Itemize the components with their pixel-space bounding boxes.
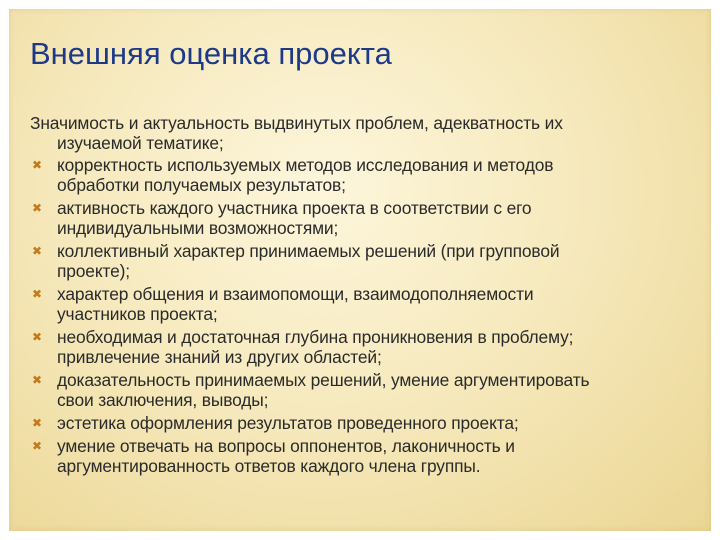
intro-paragraph xyxy=(30,113,705,153)
slide-body xyxy=(30,113,705,479)
x-bullet-icon: ✖ xyxy=(32,244,42,258)
list-item xyxy=(30,284,705,324)
x-bullet-icon: ✖ xyxy=(32,373,42,387)
slide-title: Внешняя оценка проекта xyxy=(30,36,392,71)
list-item-line-1: необходимая и достаточная глубина проникновения в проблему; xyxy=(57,327,574,347)
list-item-line-2: участников проекта; xyxy=(57,304,218,324)
list-item-line-2: аргументированность ответов каждого члена группы. xyxy=(57,456,481,476)
list-item-line-1: коллективный характер принимаемых решений (при групповой xyxy=(57,241,560,261)
list-item-line-2: свои заключения, выводы; xyxy=(57,390,269,410)
list-item xyxy=(30,155,705,195)
list-item xyxy=(30,436,705,476)
list-item-line-2: индивидуальными возможностями; xyxy=(57,218,339,238)
x-bullet-icon: ✖ xyxy=(32,330,42,344)
list-item-line-1: активность каждого участника проекта в соответствии с его xyxy=(57,198,532,218)
list-item xyxy=(30,370,705,410)
x-bullet-icon: ✖ xyxy=(32,416,42,430)
list-item xyxy=(30,198,705,238)
list-item-line-2: привлечение знаний из других областей; xyxy=(57,347,382,367)
list-item xyxy=(30,327,705,367)
x-bullet-icon: ✖ xyxy=(32,439,42,453)
intro-line-1: Значимость и актуальность выдвинутых проблем, адекватность их xyxy=(30,113,563,133)
list-item-line-2: обработки получаемых результатов; xyxy=(57,175,346,195)
list-item-line-1: эстетика оформления результатов проведенного проекта; xyxy=(57,413,519,433)
list-item-line-1: доказательность принимаемых решений, умение аргументировать xyxy=(57,370,590,390)
intro-line-2: изучаемой тематике; xyxy=(57,133,224,153)
list-item-line-1: корректность используемых методов исследования и методов xyxy=(57,155,554,175)
criteria-list xyxy=(30,155,705,476)
x-bullet-icon: ✖ xyxy=(32,201,42,215)
list-item xyxy=(30,241,705,281)
x-bullet-icon: ✖ xyxy=(32,158,42,172)
list-item-line-1: умение отвечать на вопросы оппонентов, лаконичность и xyxy=(57,436,515,456)
x-bullet-icon: ✖ xyxy=(32,287,42,301)
list-item-line-1: характер общения и взаимопомощи, взаимодополняемости xyxy=(57,284,534,304)
list-item xyxy=(30,413,705,433)
list-item-line-2: проекте); xyxy=(57,261,130,281)
